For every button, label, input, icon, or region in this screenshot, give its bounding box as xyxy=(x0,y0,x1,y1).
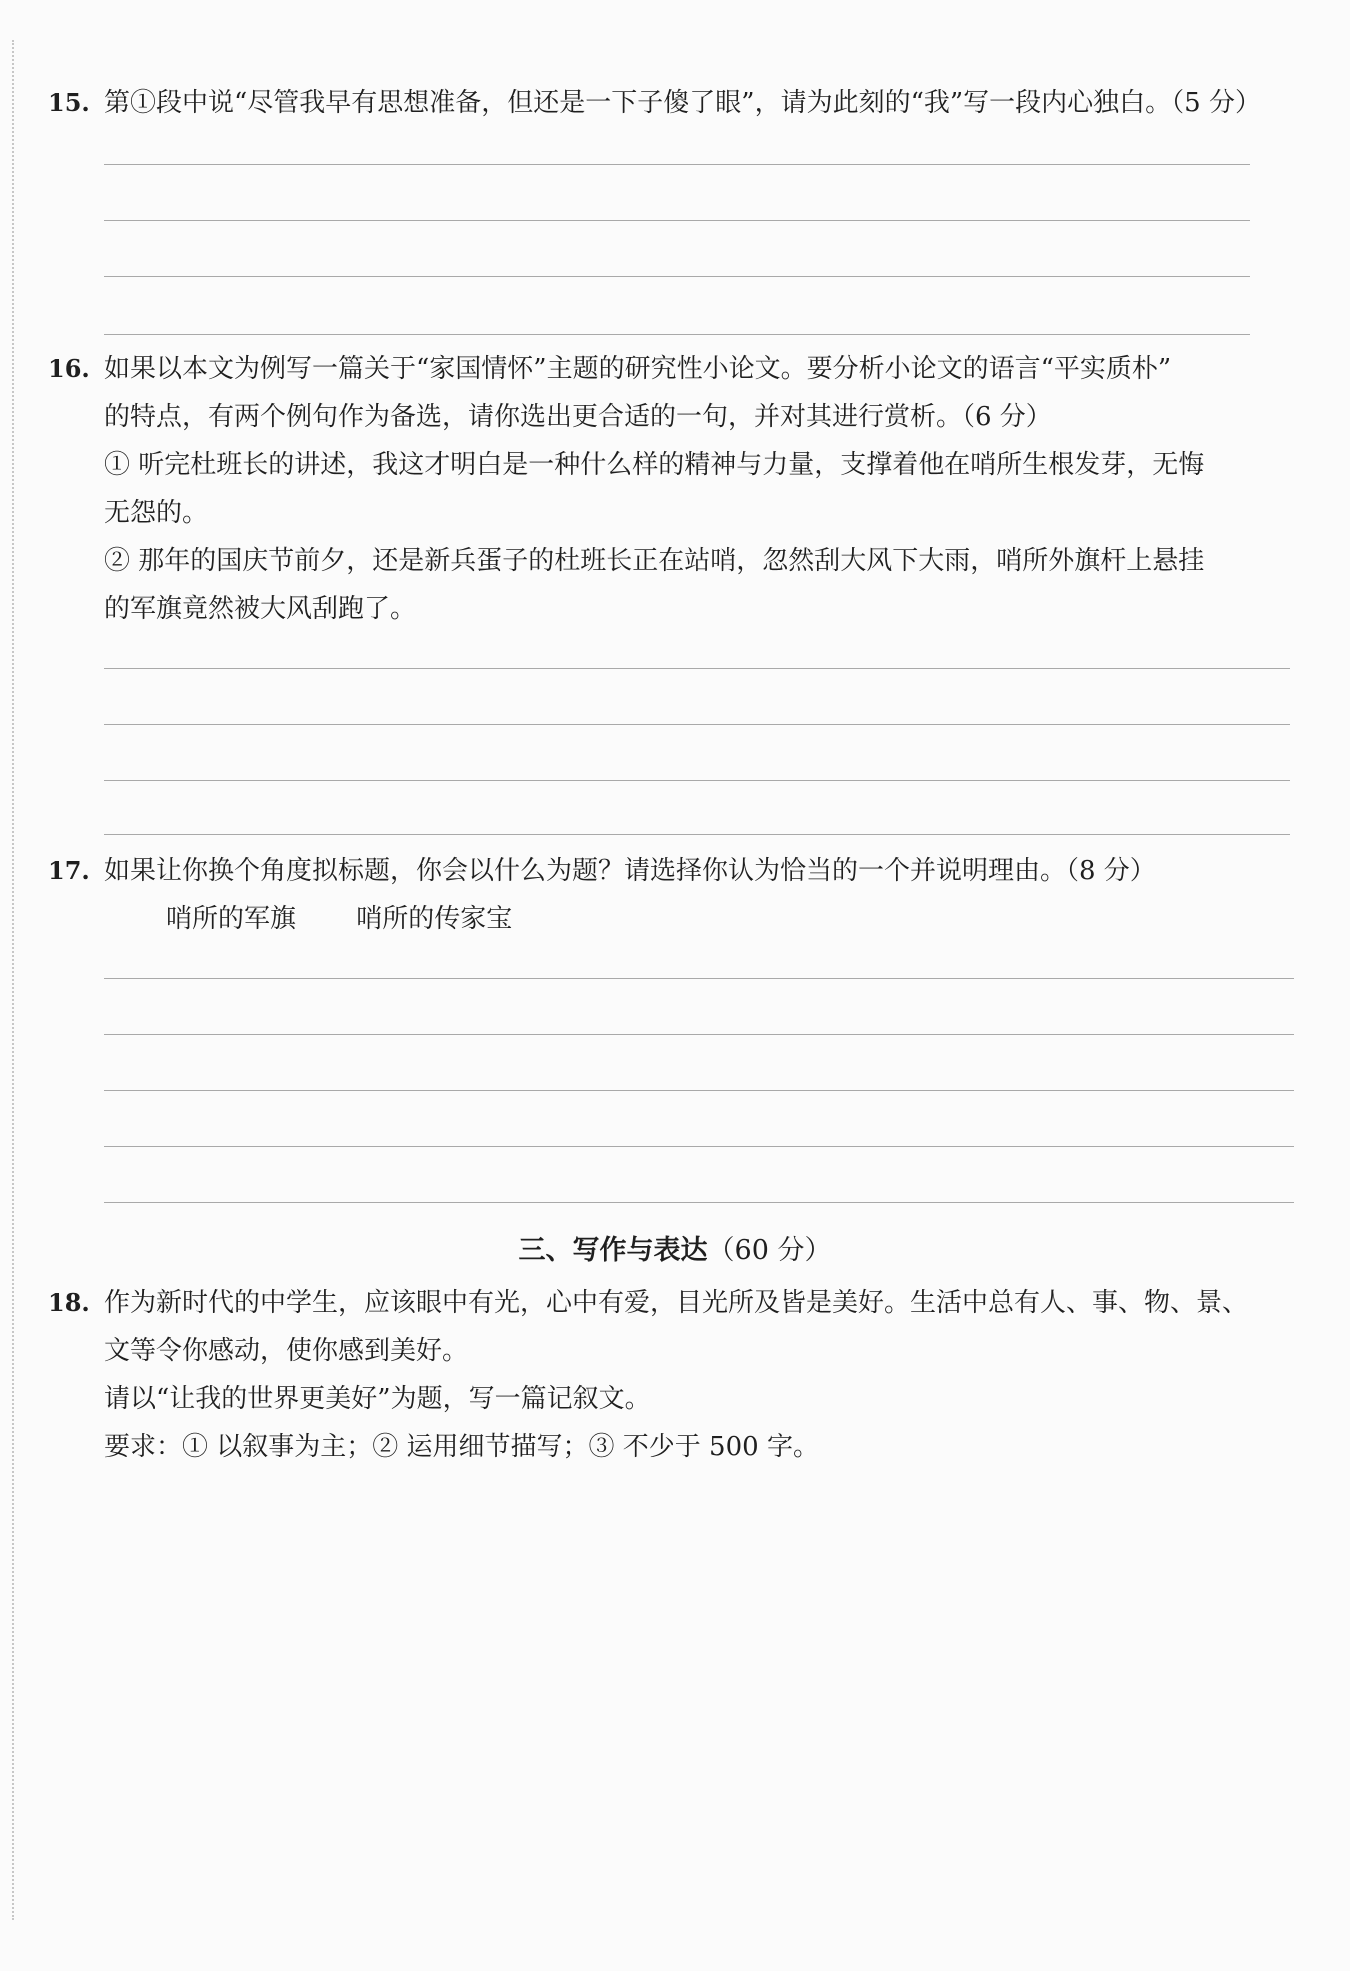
answer-line-17-2[interactable] xyxy=(104,1034,1294,1035)
answer-line-15-1[interactable] xyxy=(104,164,1250,165)
question-text: 如果让你换个角度拟标题，你会以什么为题？请选择你认为恰当的一个并说明理由。（8 分） xyxy=(104,856,1156,886)
question-text-continued: 文等令你感动，使你感到美好。 xyxy=(104,1336,469,1366)
question-number: 17. xyxy=(48,856,90,885)
example-sentence-1: ① 听完杜班长的讲述，我这才明白是一种什么样的精神与力量，支撑着他在哨所生根发芽，无悔 xyxy=(104,450,1205,480)
question-text: 第①段中说“尽管我早有思想准备，但还是一下子傻了眼”，请为此刻的“我”写一段内心独白。（5 分） xyxy=(104,88,1261,118)
answer-line-17-4[interactable] xyxy=(104,1146,1294,1147)
section-points: （60 分） xyxy=(707,1235,832,1266)
section-heading xyxy=(0,1234,1350,1268)
writing-prompt: 请以“让我的世界更美好”为题，写一篇记叙文。 xyxy=(104,1384,651,1414)
question-18 xyxy=(48,1286,1310,1464)
answer-line-15-3[interactable] xyxy=(104,276,1250,277)
title-option-1: 哨所的军旗 xyxy=(166,904,297,934)
answer-line-17-3[interactable] xyxy=(104,1090,1294,1091)
answer-line-16-4[interactable] xyxy=(104,834,1290,835)
answer-line-17-1[interactable] xyxy=(104,978,1294,979)
question-text-continued: 的特点，有两个例句作为备选，请你选出更合适的一句，并对其进行赏析。（6 分） xyxy=(104,402,1052,432)
example-sentence-2: ② 那年的国庆节前夕，还是新兵蛋子的杜班长正在站哨，忽然刮大风下大雨，哨所外旗杆上悬挂 xyxy=(104,546,1205,576)
question-17 xyxy=(48,854,1310,936)
question-15 xyxy=(48,86,1310,120)
binding-margin-line xyxy=(12,40,14,1920)
answer-line-16-3[interactable] xyxy=(104,780,1290,781)
title-options xyxy=(48,902,1310,936)
question-text: 如果以本文为例写一篇关于“家国情怀”主题的研究性小论文。要分析小论文的语言“平实质朴” xyxy=(104,354,1172,384)
question-number: 16. xyxy=(48,354,90,383)
title-option-2: 哨所的传家宝 xyxy=(356,904,513,934)
answer-line-15-2[interactable] xyxy=(104,220,1250,221)
example-sentence-2-continued: 的军旗竟然被大风刮跑了。 xyxy=(104,594,417,624)
example-sentence-1-continued: 无怨的。 xyxy=(104,498,209,528)
section-title: 三、写作与表达 xyxy=(518,1235,708,1266)
question-number: 15. xyxy=(48,88,90,117)
answer-line-17-5[interactable] xyxy=(104,1202,1294,1203)
answer-line-15-4[interactable] xyxy=(104,334,1250,335)
answer-line-16-2[interactable] xyxy=(104,724,1290,725)
writing-requirements: 要求：① 以叙事为主；② 运用细节描写；③ 不少于 500 字。 xyxy=(104,1432,819,1462)
question-number: 18. xyxy=(48,1288,90,1317)
question-16 xyxy=(48,352,1310,626)
answer-line-16-1[interactable] xyxy=(104,668,1290,669)
question-text: 作为新时代的中学生，应该眼中有光，心中有爱，目光所及皆是美好。生活中总有人、事、物、景、 xyxy=(104,1288,1249,1318)
